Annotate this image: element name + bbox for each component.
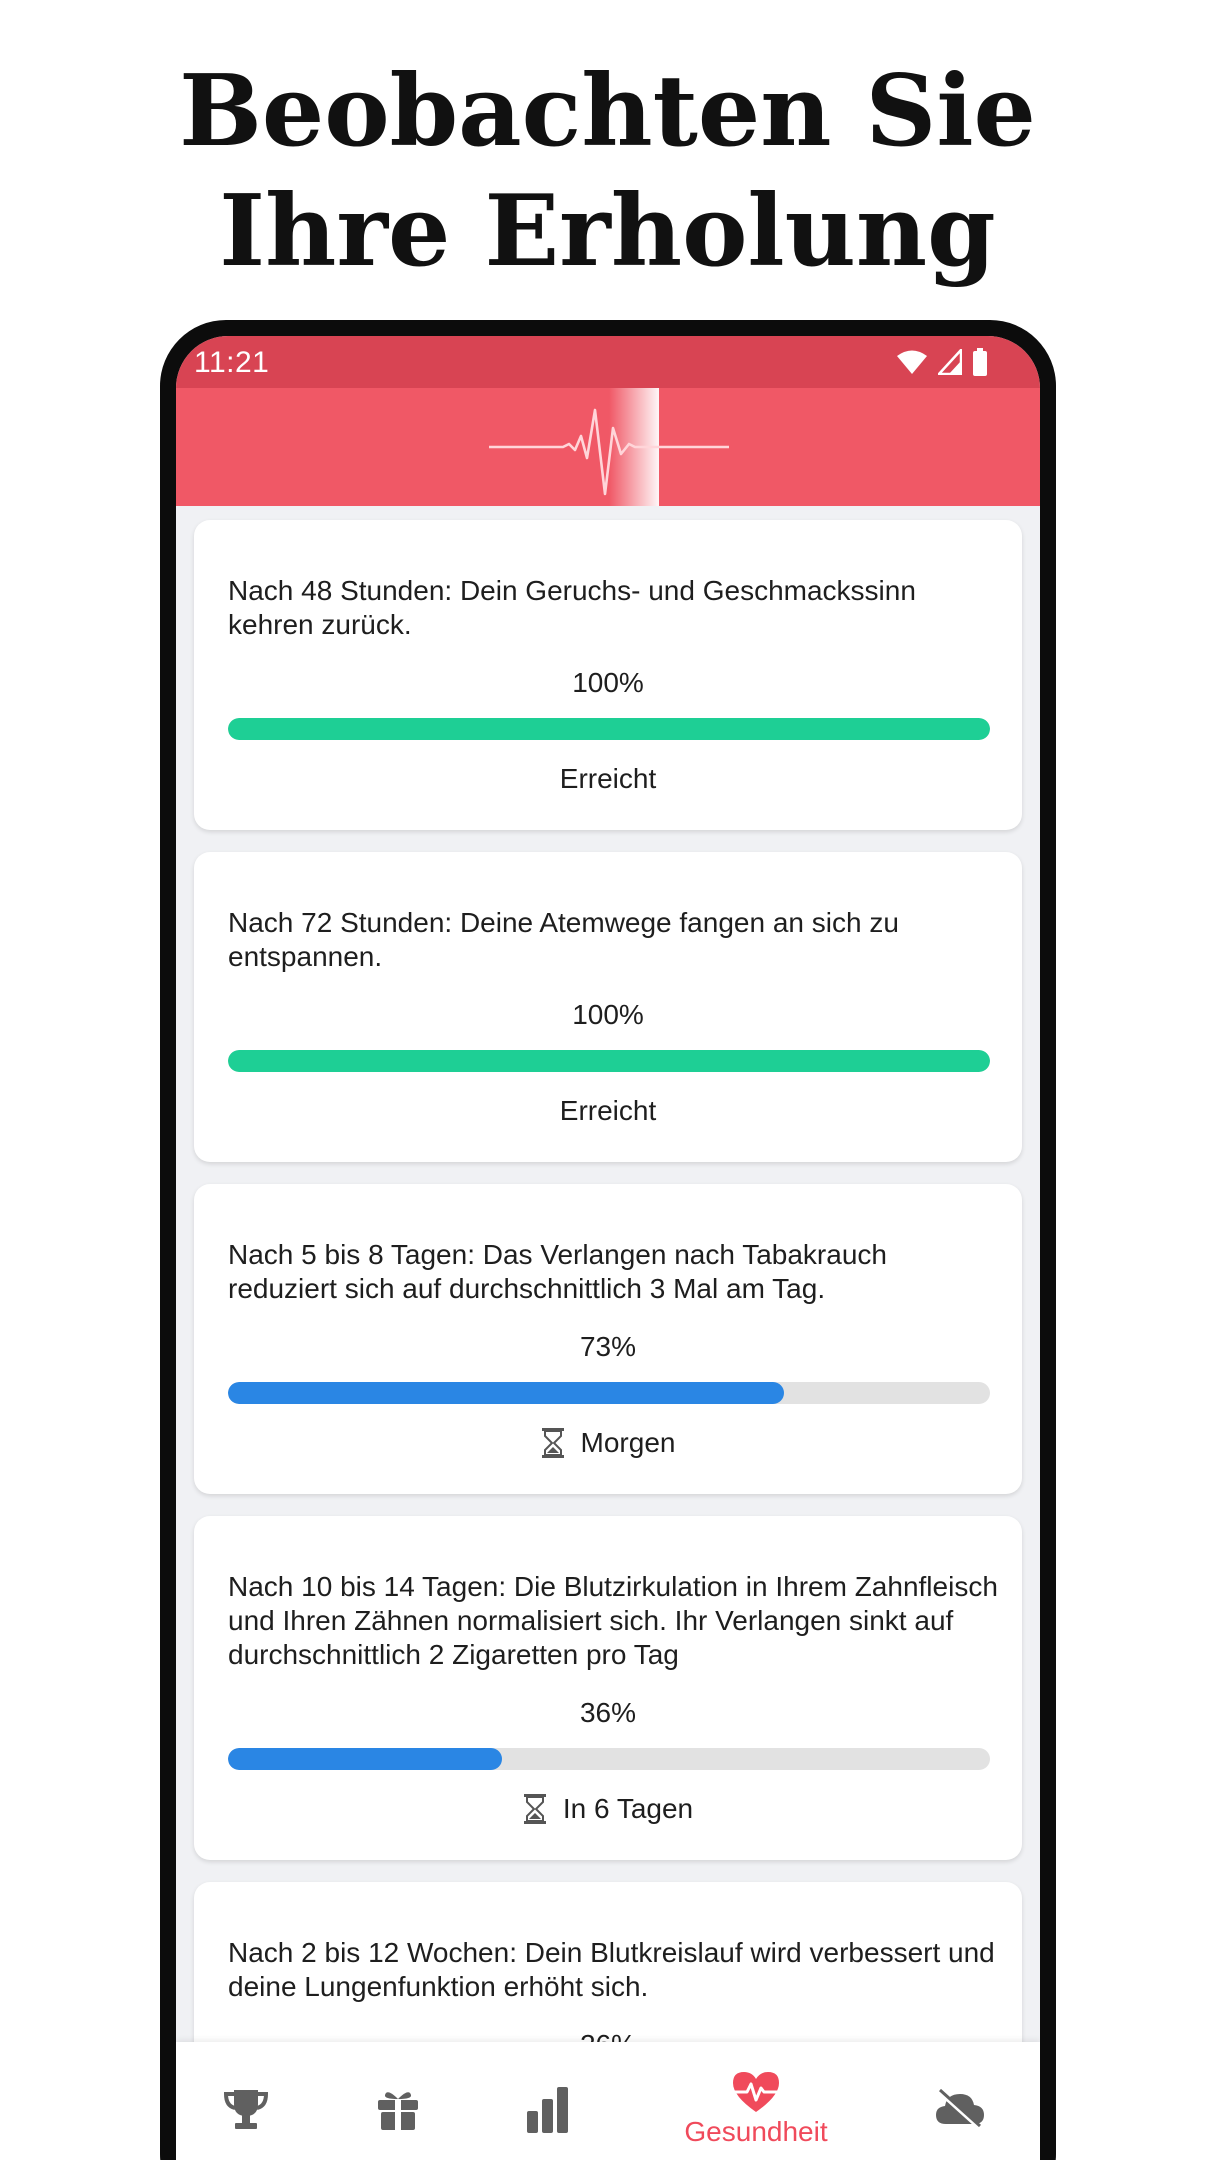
milestone-description: Nach 10 bis 14 Tagen: Die Blutzirkulation in Ihrem Zahnfleisch und Ihren Zähnen normalisiert sich. Ihr Verlangen sinkt auf durchschnittlich 2 Zigaretten pro Tag <box>228 1571 998 1670</box>
milestone-status <box>194 1792 1022 1826</box>
progress-bar-fill <box>228 1050 990 1072</box>
milestone-description: Nach 72 Stunden: Deine Atemwege fangen an sich zu entspannen. <box>228 907 899 972</box>
progress-bar-fill <box>228 718 990 740</box>
milestone-description: Nach 5 bis 8 Tagen: Das Verlangen nach Tabakrauch reduziert sich auf durchschnittlich 3 Mal am Tag. <box>228 1239 887 1304</box>
headline-line-2: Ihre Erholung <box>219 174 996 289</box>
no-smoking-cloud-icon <box>934 2088 986 2130</box>
milestone-description: Nach 48 Stunden: Dein Geruchs- und Geschmackssinn kehren zurück. <box>228 575 916 640</box>
nav-item-health[interactable] <box>666 2042 846 2160</box>
milestone-status <box>194 1426 1022 1460</box>
nav-item-gift[interactable] <box>348 2042 448 2160</box>
milestone-status-label: In 6 Tagen <box>562 1793 694 1824</box>
wifi-icon <box>896 349 928 375</box>
milestone-card <box>194 520 1022 830</box>
status-time: 11:21 <box>194 346 270 379</box>
nav-item-no-smoking[interactable] <box>910 2042 1010 2160</box>
hourglass-icon <box>523 1794 547 1824</box>
phone-screen <box>176 336 1040 2160</box>
milestone-description: Nach 2 bis 12 Wochen: Dein Blutkreislauf wird verbessert und deine Lungenfunktion erhöht sich. <box>228 1937 995 2002</box>
progress-bar-fill <box>228 1382 784 1404</box>
status-icons <box>896 346 988 378</box>
cell-signal-icon <box>938 349 962 375</box>
milestone-card <box>194 1184 1022 1494</box>
milestone-card <box>194 852 1022 1162</box>
heart-pulse-icon <box>731 2070 781 2114</box>
app-bar <box>176 388 1040 506</box>
promo-headline <box>0 52 1215 292</box>
milestone-status-label: Erreicht <box>559 1095 657 1126</box>
gift-icon <box>375 2086 421 2132</box>
milestone-status <box>194 1094 1022 1128</box>
progress-bar-fill <box>228 1748 502 1770</box>
bar-chart-icon <box>525 2085 571 2133</box>
trophy-icon <box>223 2086 269 2132</box>
milestone-status <box>194 762 1022 796</box>
milestone-card <box>194 1516 1022 1860</box>
progress-bar <box>228 718 990 740</box>
milestone-percent: 100% <box>572 667 644 698</box>
status-bar <box>176 336 1040 388</box>
milestone-percent: 100% <box>572 999 644 1030</box>
milestone-percent: 73% <box>579 1331 637 1362</box>
bottom-navigation <box>176 2042 1040 2160</box>
progress-bar <box>228 1050 990 1072</box>
nav-label-health: Gesundheit <box>684 2116 828 2147</box>
heartbeat-logo-icon <box>489 388 729 506</box>
battery-icon <box>972 348 988 376</box>
progress-bar <box>228 1748 990 1770</box>
headline-line-1: Beobachten Sie <box>179 54 1036 169</box>
milestone-status-label: Erreicht <box>559 763 657 794</box>
hourglass-icon <box>541 1428 565 1458</box>
nav-item-trophy[interactable] <box>196 2042 296 2160</box>
progress-bar <box>228 1382 990 1404</box>
milestone-status-label: Morgen <box>580 1427 676 1458</box>
milestone-percent: 36% <box>579 1697 637 1728</box>
nav-item-statistics[interactable] <box>498 2042 598 2160</box>
